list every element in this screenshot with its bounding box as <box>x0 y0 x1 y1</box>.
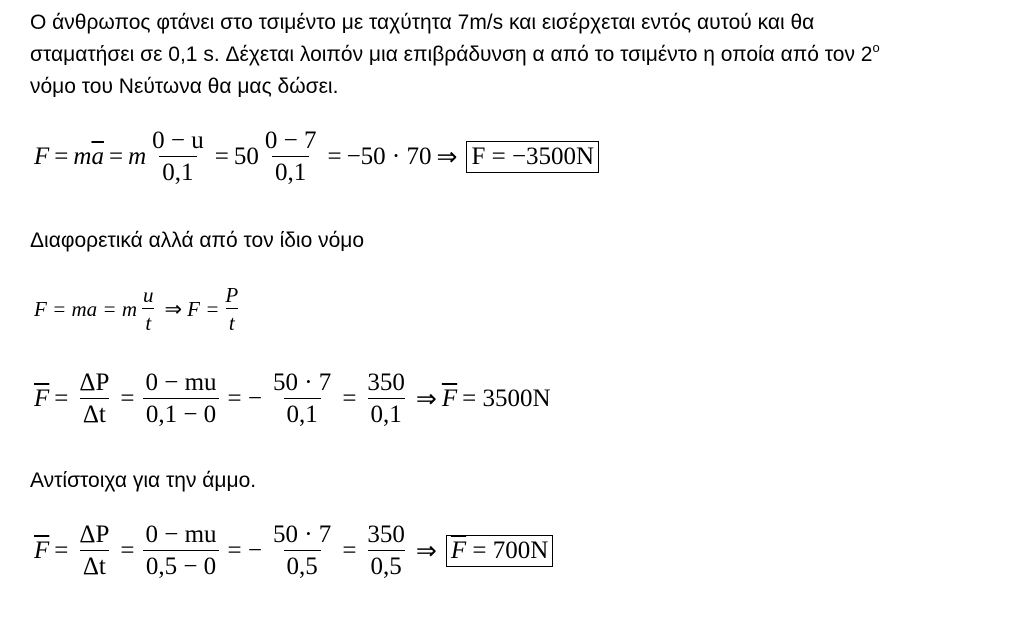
equation-3 <box>34 370 551 429</box>
intro-line-3: νόμο του Νεύτωνα θα μας δώσει. <box>30 75 339 98</box>
eq2-mid: F = <box>187 296 220 321</box>
eq3-result-f: $\overline{F}$ <box>441 385 458 413</box>
intro-line-2 <box>30 40 880 70</box>
eq1-m: m <box>73 143 92 171</box>
eq4-fraction-4 <box>364 522 408 581</box>
eq1-fraction-2-num: 0 − 7 <box>264 127 317 154</box>
eq4-fraction-3 <box>270 522 334 581</box>
eq4-fraction-3-den: 0,5 <box>284 550 321 580</box>
eq1-result-box: F = −3500N <box>466 141 599 173</box>
eq4-fraction-1 <box>76 522 112 581</box>
eq3-fraction-3-den: 0,1 <box>284 398 321 428</box>
eq1-lhs: F <box>34 143 50 171</box>
eq4-fraction-2-num: 0 − mu <box>145 521 217 548</box>
eq1-equals-1: = <box>54 143 69 171</box>
eq3-fraction-3-num: 50 · 7 <box>272 369 332 396</box>
eq1-a-bar: $\overline{a}$ <box>91 143 104 171</box>
eq1-fraction-1-den: 0,1 <box>159 156 196 186</box>
eq3-result-value: = 3500N <box>462 385 551 413</box>
implies-arrow-icon: ⇒ <box>415 386 437 414</box>
eq4-fraction-2-den: 0,5 − 0 <box>143 550 219 580</box>
eq3-fraction-4-num: 350 <box>367 369 405 396</box>
eq2-fraction-2-den: t <box>226 308 238 334</box>
eq4-equals-1: = <box>54 537 69 565</box>
text-different-law: Διαφορετικά αλλά από τον ίδιο νόμο <box>30 229 365 252</box>
eq1-fraction-2-den: 0,1 <box>272 156 309 186</box>
implies-arrow-icon: ⇒ <box>415 538 437 566</box>
eq2-fraction-2 <box>222 284 241 334</box>
intro-line-1: Ο άνθρωπος φτάνει στο τσιμέντο με ταχύτητα 7m/s και εισέρχεται εντός αυτού και θα <box>30 11 815 34</box>
eq4-result-f: $\overline{F}$ <box>450 537 467 565</box>
eq3-equals-3: = <box>342 385 357 413</box>
eq4-result-box <box>446 535 553 567</box>
eq3-equals-1: = <box>54 385 69 413</box>
eq1-coef: 50 <box>233 143 259 171</box>
eq2-fraction-1-num: u <box>143 283 154 307</box>
eq4-fraction-2 <box>142 522 219 581</box>
equation-1 <box>34 128 599 187</box>
eq3-fraction-4-den: 0,1 <box>368 398 405 428</box>
eq4-fraction-4-num: 350 <box>367 521 405 548</box>
eq1-fraction-1 <box>149 128 207 187</box>
eq2-fraction-1-den: t <box>142 308 154 334</box>
eq1-m2: m <box>128 143 147 171</box>
eq3-equals-minus: = − <box>227 385 262 413</box>
eq4-equals-minus: = − <box>227 537 262 565</box>
eq1-product: −50 · 70 <box>346 143 432 171</box>
eq3-equals-2: = <box>120 385 135 413</box>
eq3-fraction-4 <box>364 370 408 429</box>
eq1-fraction-2 <box>262 128 320 187</box>
eq3-fraction-1 <box>76 370 112 429</box>
eq3-fraction-2-num: 0 − mu <box>145 369 217 396</box>
equation-2 <box>34 284 244 334</box>
eq4-fraction-3-num: 50 · 7 <box>272 521 332 548</box>
eq3-fraction-1-den: Δt <box>80 398 109 428</box>
eq4-fraction-4-den: 0,5 <box>368 550 405 580</box>
eq3-fraction-2 <box>142 370 219 429</box>
eq2-fraction-2-num: P <box>225 283 239 307</box>
text-sand: Αντίστοιχα για την άμμο. <box>30 469 257 492</box>
implies-arrow-icon: ⇒ <box>164 296 183 321</box>
eq3-fraction-3 <box>270 370 334 429</box>
eq2-fraction-1 <box>140 284 157 334</box>
ordinal-superscript: ο <box>872 40 880 55</box>
eq1-equals-3: = <box>214 143 229 171</box>
eq4-equals-2: = <box>120 537 135 565</box>
eq1-fraction-1-num: 0 − u <box>152 127 204 154</box>
eq4-fraction-1-den: Δt <box>80 550 109 580</box>
eq2-lhs: F = ma = m <box>34 296 138 321</box>
eq4-fraction-1-num: ΔP <box>79 521 110 548</box>
eq3-fraction-2-den: 0,1 − 0 <box>143 398 219 428</box>
eq1-equals-2: = <box>108 143 124 171</box>
eq4-equals-3: = <box>342 537 357 565</box>
implies-arrow-icon: ⇒ <box>436 144 458 172</box>
intro-line-2-text: σταματήσει σε 0,1 s. Δέχεται λοιπόν μια επιβράδυνση α από το τσιμέντο η οποία από τον 2 <box>30 43 873 66</box>
eq3-lhs: $\overline{F}$ <box>34 385 50 413</box>
eq4-lhs: $\overline{F}$ <box>34 537 50 565</box>
eq3-fraction-1-num: ΔP <box>79 369 110 396</box>
equation-4 <box>34 522 553 581</box>
eq1-equals-4: = <box>327 143 342 171</box>
eq4-result-value: = 700N <box>472 537 549 565</box>
